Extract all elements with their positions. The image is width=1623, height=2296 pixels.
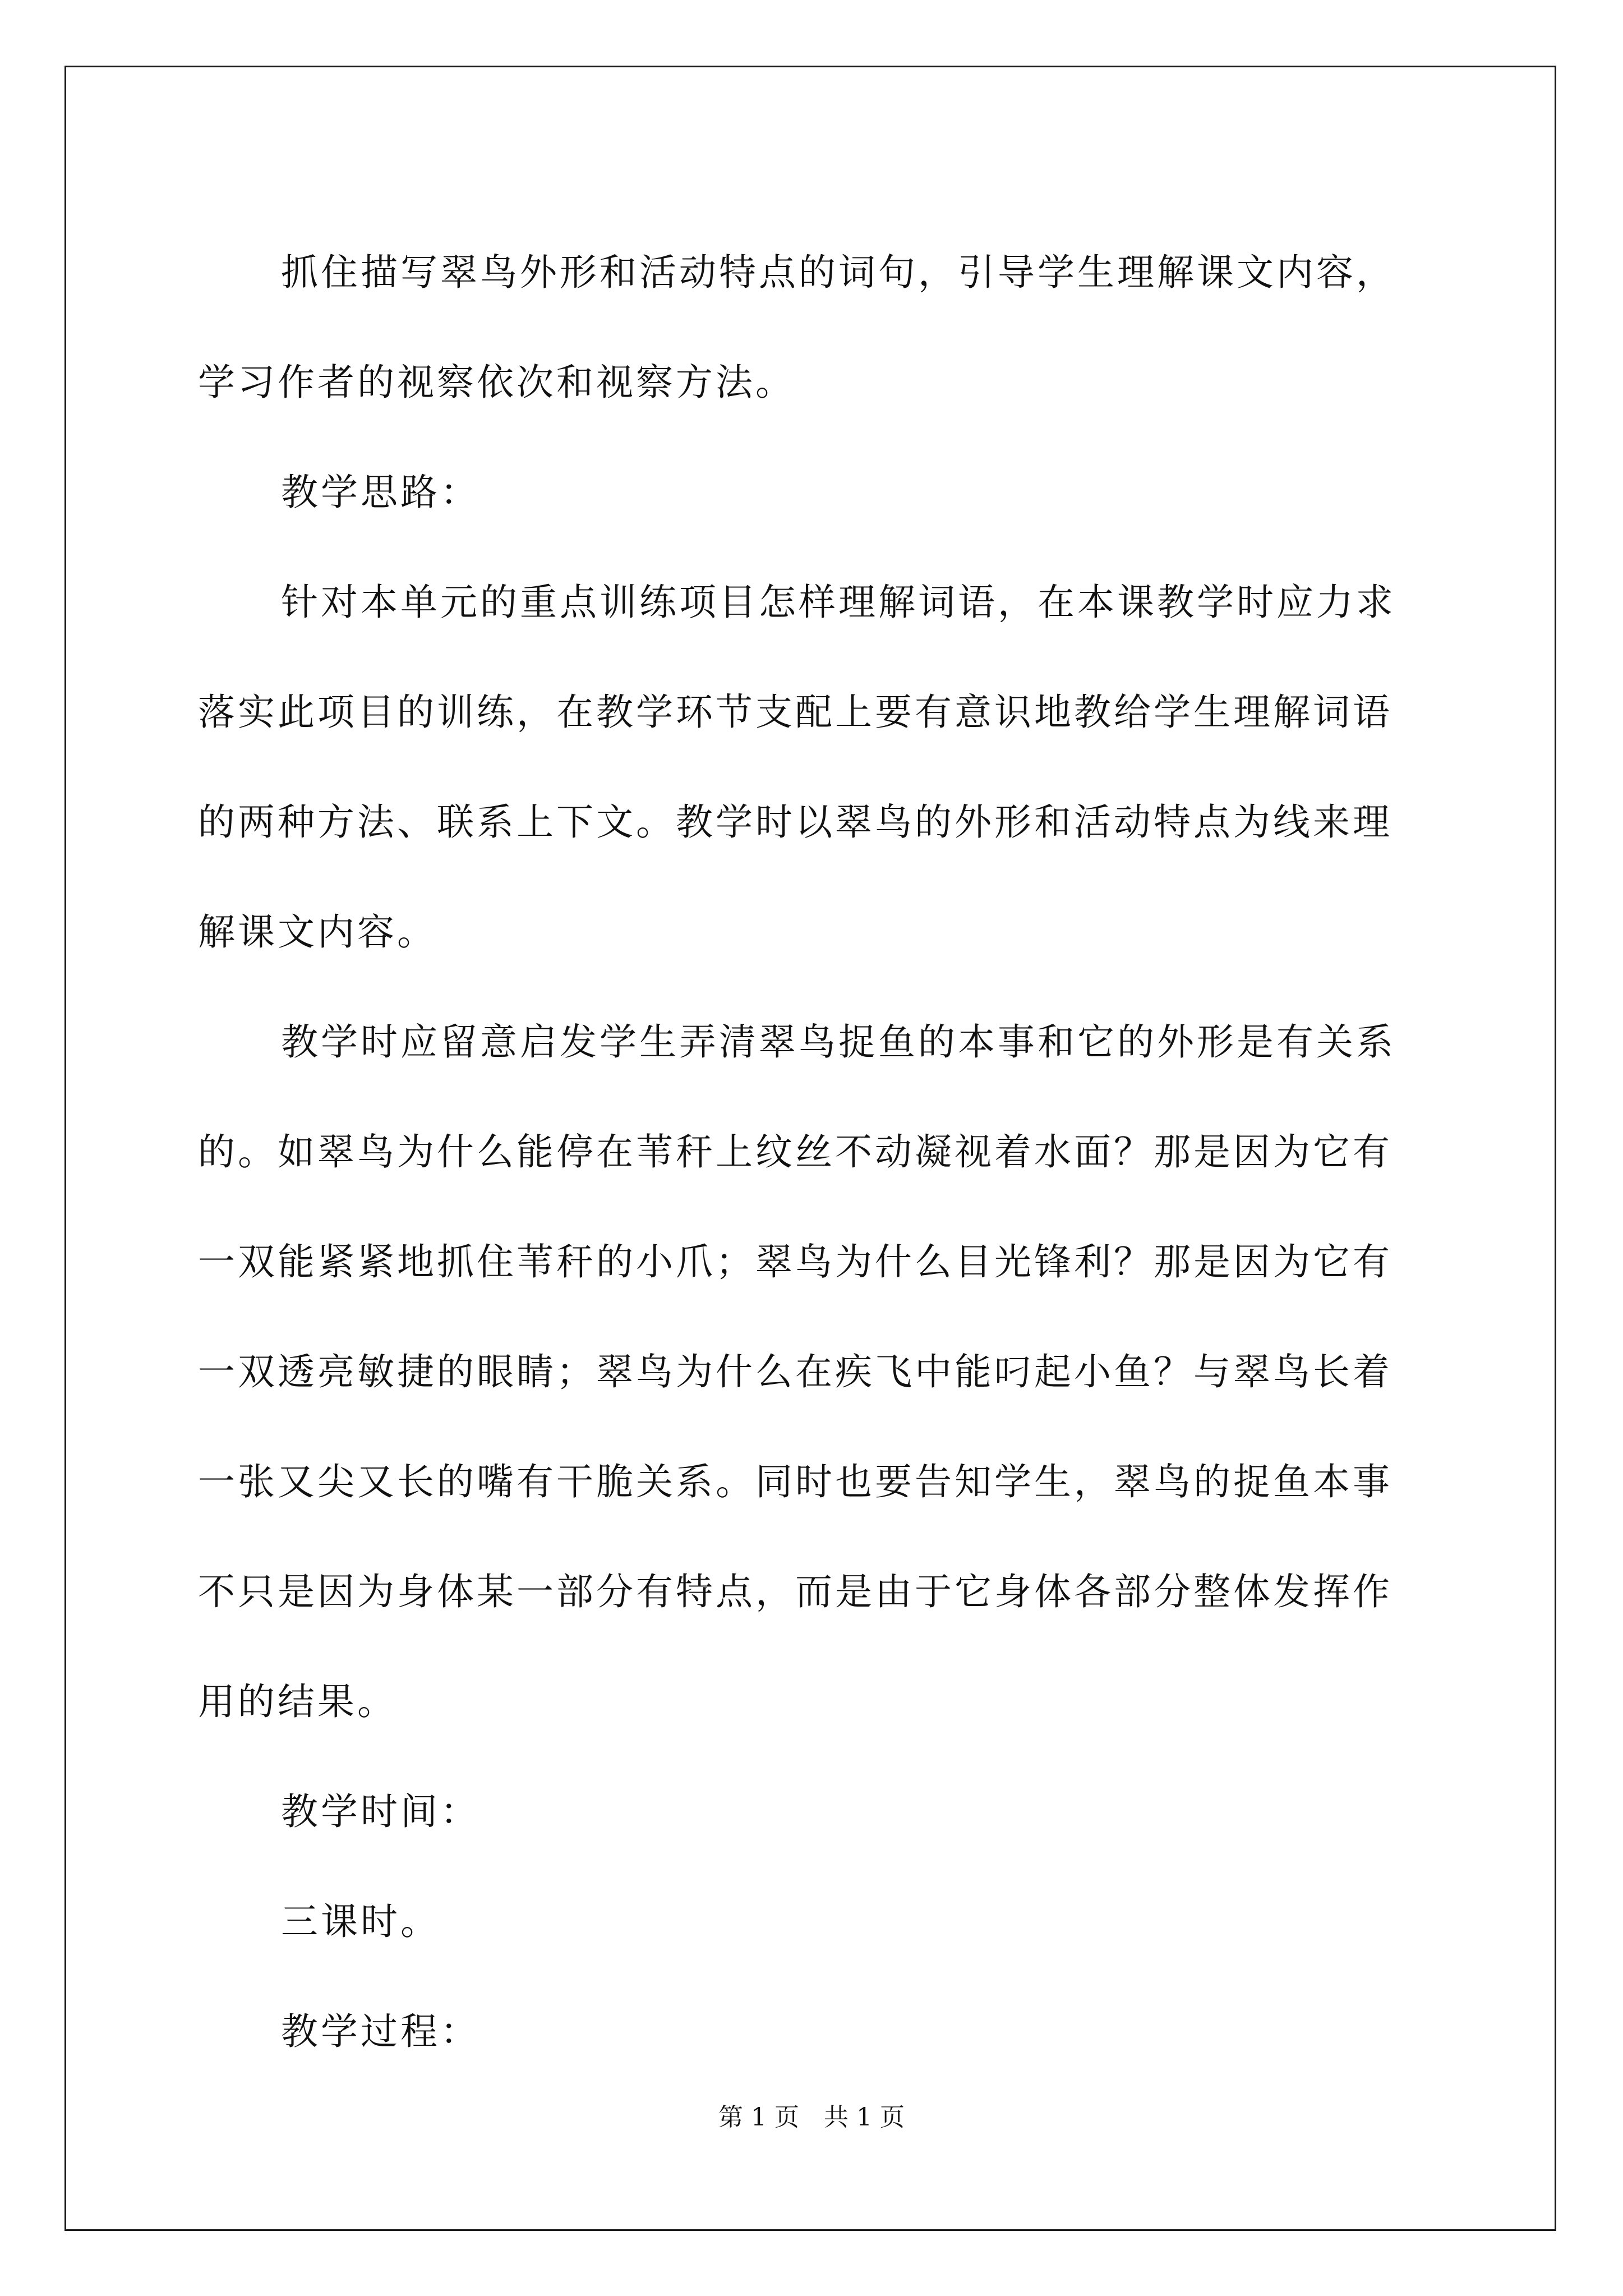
text-line: 教学时间： xyxy=(281,1790,480,1833)
paragraph xyxy=(198,987,1432,1757)
text-line: 针对本单元的重点训练项目怎样理解词语，在本课教学时应力求 xyxy=(281,581,1396,624)
text-line: 三课时。 xyxy=(281,1900,440,1943)
document-body xyxy=(198,218,1432,2087)
text-line: 抓住描写翠鸟外形和活动特点的词句，引导学生理解课文内容， xyxy=(281,251,1396,294)
text-line: 落实此项目的训练，在教学环节支配上要有意识地教给学生理解词语 xyxy=(198,691,1393,734)
text-line: 教学过程： xyxy=(281,2010,480,2053)
section-heading xyxy=(198,1757,1432,1867)
text-line: 不只是因为身体某一部分有特点，而是由于它身体各部分整体发挥作 xyxy=(198,1570,1393,1613)
text-line: 学习作者的视察依次和视察方法。 xyxy=(198,361,795,404)
paragraph xyxy=(198,547,1432,987)
section-heading xyxy=(198,438,1432,547)
text-line: 一双能紧紧地抓住苇秆的小爪；翠鸟为什么目光锋利？那是因为它有 xyxy=(198,1240,1393,1283)
text-line: 教学思路： xyxy=(281,471,480,514)
text-line: 一双透亮敏捷的眼睛；翠鸟为什么在疾飞中能叼起小鱼？与翠鸟长着 xyxy=(198,1350,1393,1393)
paragraph xyxy=(198,218,1432,438)
text-line: 一张又尖又长的嘴有干脆关系。同时也要告知学生，翠鸟的捉鱼本事 xyxy=(198,1460,1393,1503)
section-heading xyxy=(198,1977,1432,2087)
text-line: 解课文内容。 xyxy=(198,910,437,954)
page-number-footer: 第 1 页 共 1 页 xyxy=(718,2103,905,2132)
text-line: 的。如翠鸟为什么能停在苇秆上纹丝不动凝视着水面？那是因为它有 xyxy=(198,1130,1393,1174)
text-line: 用的结果。 xyxy=(198,1680,397,1723)
paragraph xyxy=(198,1867,1432,1977)
text-line: 教学时应留意启发学生弄清翠鸟捉鱼的本事和它的外形是有关系 xyxy=(281,1020,1396,1064)
text-line: 的两种方法、联系上下文。教学时以翠鸟的外形和活动特点为线来理 xyxy=(198,800,1393,844)
